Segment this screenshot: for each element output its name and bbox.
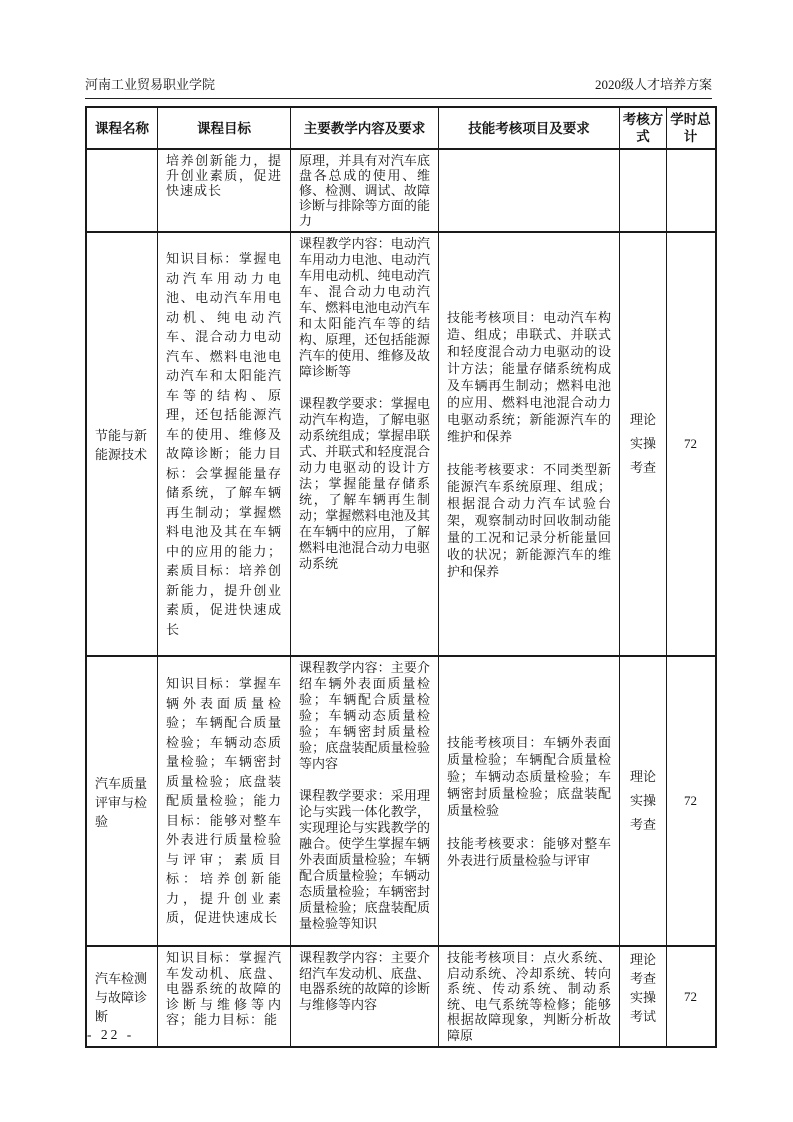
assessment-cell <box>438 150 619 231</box>
page-number: - 22 - <box>87 1027 135 1042</box>
table-row <box>87 231 715 655</box>
program-title: 2020级人才培养方案 <box>594 77 712 92</box>
content-cell: 课程教学内容：电动汽车用动力电池、电动汽车用电动机、纯电动汽车、混合动力电动汽车、燃料电池电动汽车和太阳能汽车等的结构、原理，还包括能源汽车的使用、维修及故障诊断等 课程教学要求：掌握电动汽车构造，了解电驱动系统组成；掌握串联式、并联式和轻度混合动力电驱动的设计方法；掌握能量存储系统，了解车辆再生制动；掌握燃料电池及其在车辆中的应用，了解燃料电池混合动力电驱动系统 <box>290 233 438 655</box>
objectives-cell: 知识目标：掌握电动汽车用动力电池、电动汽车用电动机、纯电动汽车、混合动力电动汽车、燃料电池电动汽车和太阳能汽车等的结构、原理，还包括能源汽车的使用、维修及故障诊断；能力目标：会掌握能量存储系统，了解车辆再生制动；掌握燃料电池及其在车辆中的应用的能力；素质目标：培养创新能力，提升创业素质，促进快速成长 <box>157 233 290 655</box>
objectives-cell: 培养创新能力，提升创业素质，促进快速成长 <box>157 150 290 231</box>
hours-cell: 72 <box>666 233 714 655</box>
table-row <box>87 655 715 945</box>
table-row <box>87 148 715 231</box>
method-cell: 理论 实操 考查 <box>619 657 666 945</box>
method-cell <box>619 150 666 231</box>
table-row <box>87 945 715 1046</box>
method-cell: 理论 实操 考查 <box>619 233 666 655</box>
header-cell-content: 主要教学内容及要求 <box>290 108 438 148</box>
course-name-cell <box>87 150 157 231</box>
header-cell-objectives: 课程目标 <box>157 108 290 148</box>
assessment-cell: 技能考核项目：车辆外表面质量检验；车辆配合质量检验；车辆动态质量检验；车辆密封质量检验；底盘装配质量检验 技能考核要求：能够对整车外表进行质量检验与评审 <box>438 657 619 945</box>
header-cell-assessment: 技能考核项目及要求 <box>438 108 619 148</box>
header-cell-method: 考核方式 <box>619 108 666 148</box>
header-cell-course-name: 课程名称 <box>95 120 149 136</box>
content-cell: 原理，并具有对汽车底盘各总成的使用、维修、检测、调试、故障诊断与排除等方面的能力 <box>290 150 438 231</box>
method-cell: 理论 考查 实操 考试 <box>619 947 666 1046</box>
hours-cell: 72 <box>666 657 714 945</box>
content-cell: 课程教学内容：主要介绍汽车发动机、底盘、电器系统的故障的诊断与维修等内容 <box>290 947 438 1046</box>
header-cell-hours: 学时总计 <box>666 108 714 148</box>
hours-cell <box>666 150 714 231</box>
course-name-cell: 汽车质量评审与检验 <box>95 775 148 829</box>
hours-cell: 72 <box>666 947 714 1046</box>
objectives-cell: 知识目标：掌握车辆外表面质量检验；车辆配合质量检验；车辆动态质量检验；车辆密封质量检验；底盘装配质量检验；能力目标：能够对整车外表进行质量检验与评审；素质目标：培养创新能力，提升创业素质，促进快速成长 <box>157 657 290 945</box>
institution-name: 河南工业贸易职业学院 <box>85 77 216 92</box>
content-cell: 课程教学内容：主要介绍车辆外表面质量检验；车辆配合质量检验；车辆动态质量检验；车辆密封质量检验；底盘装配质量检验等内容 课程教学要求：采用理论与实践一体化教学，实现理论与实践教学的融合。使学生掌握车辆外表面质量检验；车辆配合质量检验；车辆动态质量检验；车辆密封质量检验；底盘装配质量检验等知识 <box>290 657 438 945</box>
assessment-cell: 技能考核项目：电动汽车构造、组成；串联式、并联式和轻度混合动力电驱动的设计方法；能量存储系统构成及车辆再生制动；燃料电池的应用、燃料电池混合动力电驱动系统；新能源汽车的维护和保养 技能考核要求：不同类型新能源汽车系统原理、组成；根据混合动力汽车试验台架，观察制动时回收制动能量的工况和记录分析能量回收的状况；新能源汽车的维护和保养 <box>438 233 619 655</box>
objectives-cell: 知识目标：掌握汽车发动机、底盘、电器系统的故障的诊断与维修等内容；能力目标：能 <box>157 947 290 1046</box>
page-header <box>85 74 712 99</box>
table-header-row <box>87 108 715 148</box>
assessment-cell: 技能考核项目：点火系统、启动系统、冷却系统、转向系统、传动系统、制动系统、电气系统等检修；能够根据故障现象，判断分析故障原 <box>438 947 619 1046</box>
course-name-cell: 汽车检测与故障诊断 <box>95 971 148 1024</box>
course-name-cell: 节能与新能源技术 <box>95 428 148 462</box>
course-table <box>85 106 717 1048</box>
